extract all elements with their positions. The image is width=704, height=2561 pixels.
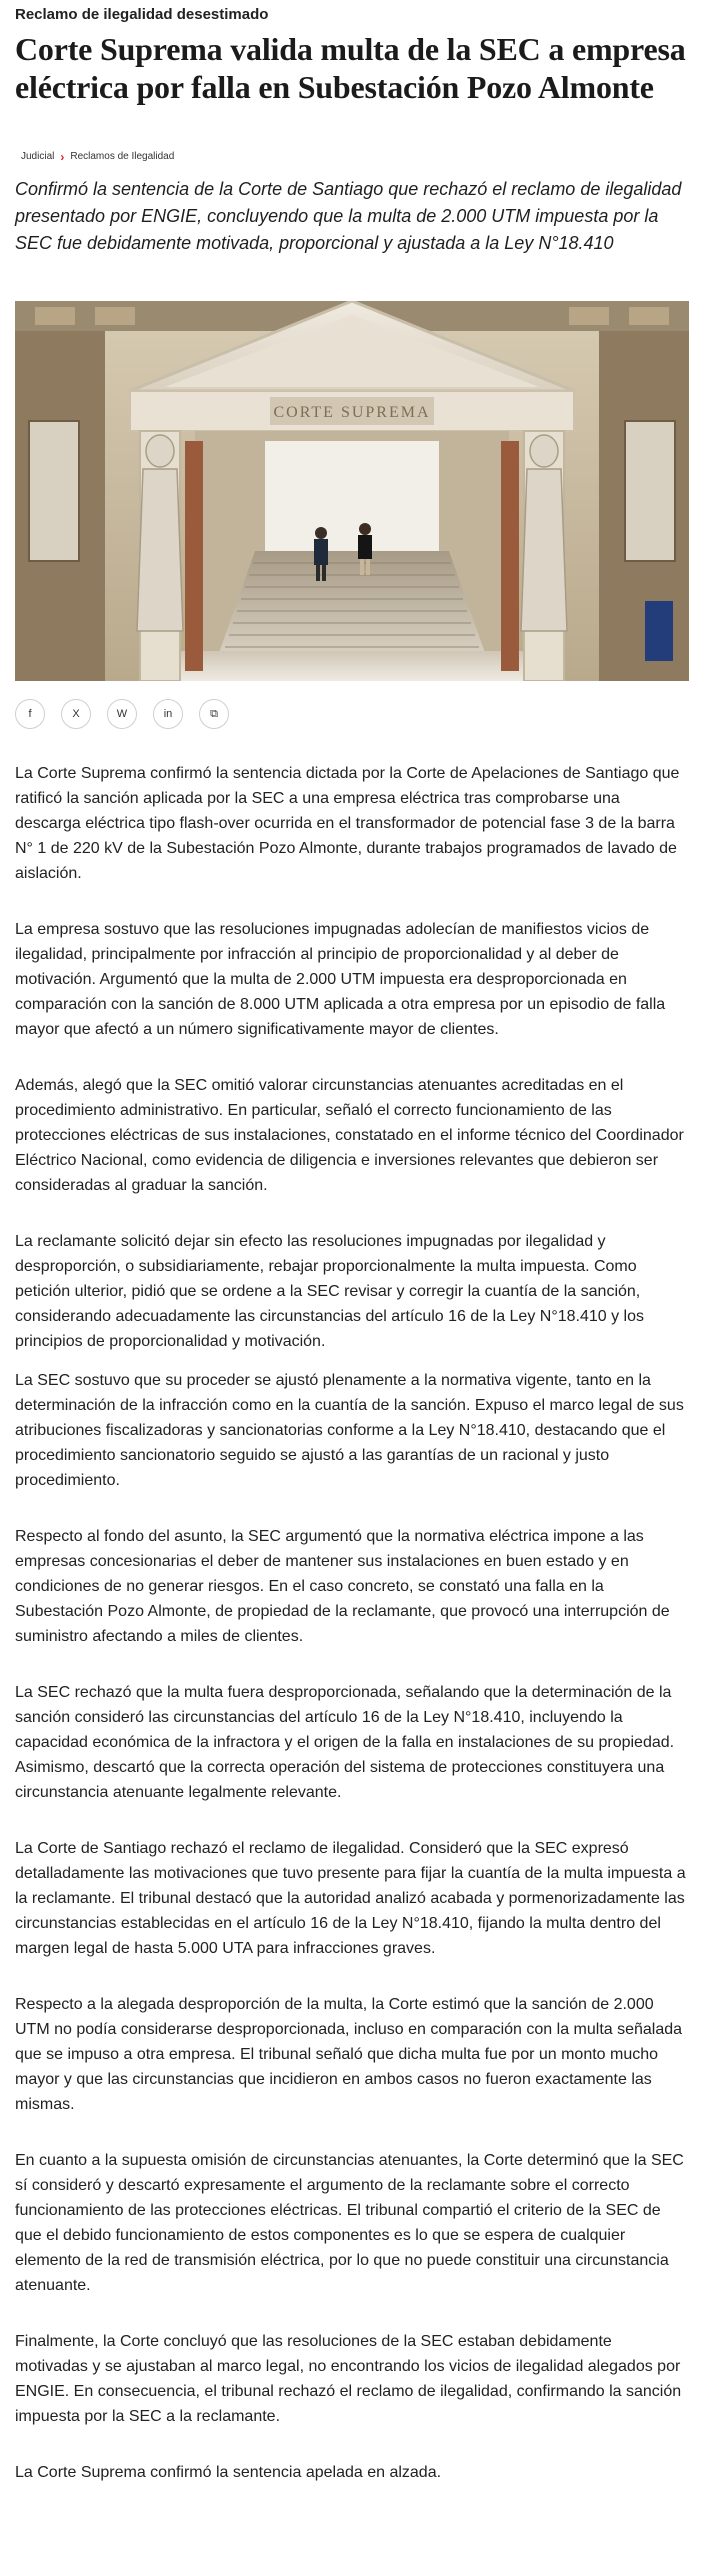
article-lead: Confirmó la sentencia de la Corte de Santiago que rechazó el reclamo de ilegalidad presentado por ENGIE, concluyendo que la multa de 2.000 UTM impuesta por la SEC fue debidamente motivada, proporcional y ajustada a la Ley N°18.410	[15, 179, 682, 253]
paragraph: Respecto al fondo del asunto, la SEC argumentó que la normativa eléctrica impone a las empresas concesionarias el deber de mantener sus instalaciones en buen estado y en condiciones de no generar riesgos. En el caso concreto, se constató una falla en la Subestación Pozo Almonte, de propiedad de la reclamante, que provocó una interrupción de suministro afectando a miles de clientes.	[15, 1528, 670, 1645]
paragraph: La SEC rechazó que la multa fuera desproporcionada, señalando que la determinación de la sanción consideró las circunstancias del artículo 16 de la Ley N°18.410, incluyendo la capacidad económica de la infractora y el origen de la falla en instalaciones de su propiedad. Asimismo, descartó que la correcta operación del sistema de protecciones constituyera una circunstancia atenuante legalmente relevante.	[15, 1684, 675, 1801]
image-inscription: CORTE SUPREMA	[273, 404, 431, 421]
paragraph: La Corte de Santiago rechazó el reclamo de ilegalidad. Consideró que la SEC expresó detalladamente las motivaciones que tuvo presente para fijar la cuantía de la multa impuesta a la reclamante. El tribunal destacó que la autoridad analizó acabada y pormenorizadamente las circunstancias establecidas en el artículo 16 de la Ley N°18.410, fijando la multa dentro del margen legal de hasta 5.000 UTA para infracciones graves.	[15, 1840, 686, 1957]
article-body	[15, 761, 689, 2485]
whatsapp-icon[interactable]: W	[107, 699, 137, 729]
article-title: Corte Suprema valida multa de la SEC a empresa eléctrica por falla en Subestación Pozo Almonte	[15, 31, 686, 105]
breadcrumb	[15, 148, 689, 164]
paragraph: Además, alegó que la SEC omitió valorar circunstancias atenuantes acreditadas en el procedimiento administrativo. En particular, señaló el correcto funcionamiento de las protecciones eléctricas de sus instalaciones, constatado en el informe técnico del Coordinador Eléctrico Nacional, como evidencia de diligencia e inversiones relevantes que debieron ser consideradas al graduar la sanción.	[15, 1077, 684, 1194]
paragraph: En cuanto a la supuesta omisión de circunstancias atenuantes, la Corte determinó que la SEC sí consideró y descartó expresamente el argumento de la reclamante sobre el correcto funcionamiento de las protecciones eléctricas. El tribunal compartió el criterio de la SEC de que el debido funcionamiento de estos componentes es lo que se espera de cualquier elemento de la red de transmisión eléctrica, por lo que no puede constituir una circunstancia atenuante.	[15, 2152, 684, 2294]
breadcrumb-item-judicial[interactable]: Judicial	[21, 150, 55, 162]
copy-link-icon[interactable]: ⧉	[199, 699, 229, 729]
paragraph: Respecto a la alegada desproporción de la multa, la Corte estimó que la sanción de 2.000 UTM no podía considerarse desproporcionada, incluso en comparación con la multa señalada que se impuso a otra empresa. El tribunal señaló que dicha multa fue por un monto mucho mayor y que las circunstancias que incidieron en ambos casos no fueron exactamente las mismas.	[15, 1996, 683, 2113]
hero-image-supreme-court	[15, 301, 689, 681]
paragraph: La Corte Suprema confirmó la sentencia dictada por la Corte de Apelaciones de Santiago que ratificó la sanción aplicada por la SEC a una empresa eléctrica tras comprobarse una descarga eléctrica tipo flash-over ocurrida en el transformador de potencial fase 3 de la barra N° 1 de 220 kV de la Subestación Pozo Almonte, durante trabajos programados de lavado de aislación.	[15, 765, 680, 882]
paragraph: Finalmente, la Corte concluyó que las resoluciones de la SEC estaban debidamente motivadas y se ajustaban al marco legal, no encontrando los vicios de ilegalidad alegados por ENGIE. En consecuencia, el tribunal rechazó el reclamo de ilegalidad, confirmando la sanción impuesta por la SEC a la reclamante.	[15, 2333, 682, 2425]
article	[0, 4, 704, 2485]
breadcrumb-separator-icon: ›	[60, 150, 65, 164]
share-bar	[15, 699, 689, 729]
facebook-icon[interactable]: f	[15, 699, 45, 729]
paragraph: La reclamante solicitó dejar sin efecto las resoluciones impugnadas por ilegalidad y desproporción, o subsidiariamente, rebajar proporcionalmente la multa impuesta. Como petición ulterior, pidió que se ordene a la SEC revisar y corregir la cuantía de la sanción, considerando adecuadamente las circunstancias del artículo 16 de la Ley N°18.410 y los principios de proporcionalidad y motivación.	[15, 1233, 645, 1350]
x-icon[interactable]: X	[61, 699, 91, 729]
article-kicker: Reclamo de ilegalidad desestimado	[15, 6, 269, 23]
paragraph: La SEC sostuvo que su proceder se ajustó plenamente a la normativa vigente, tanto en la determinación de la infracción como en la cuantía de la sanción. Expuso el marco legal de sus atribuciones fiscalizadoras y sancionatorias conforme a la Ley N°18.410, destacando que el procedimiento sancionatorio seguido se ajustó a las garantías de un racional y justo procedimiento.	[15, 1372, 684, 1489]
linkedin-icon[interactable]: in	[153, 699, 183, 729]
breadcrumb-item-reclamos[interactable]: Reclamos de Ilegalidad	[70, 150, 175, 162]
paragraph: La Corte Suprema confirmó la sentencia apelada en alzada.	[15, 2464, 442, 2481]
paragraph: La empresa sostuvo que las resoluciones impugnadas adolecían de manifiestos vicios de ilegalidad, principalmente por infracción al principio de proporcionalidad y al deber de motivación. Argumentó que la multa de 2.000 UTM impuesta era desproporcionada en comparación con la sanción de 8.000 UTM aplicada a otra empresa por un episodio de falla mayor que afectó a un número significativamente mayor de clientes.	[15, 921, 666, 1038]
